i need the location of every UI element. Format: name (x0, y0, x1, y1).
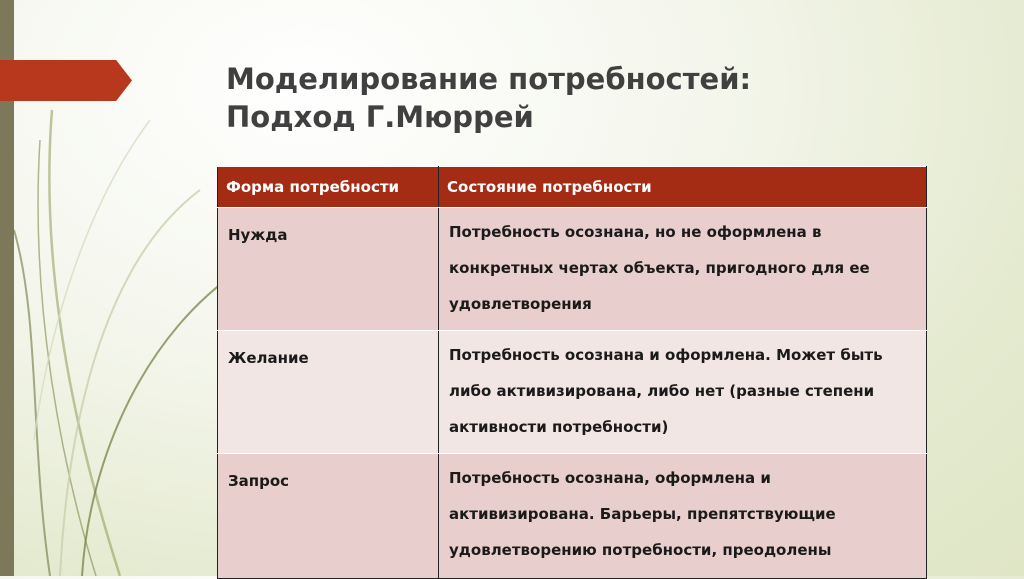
cell-state: Потребность осознана, но не оформлена в конкретных чертах объекта, пригодного для ее удовлетворения (439, 208, 927, 331)
cell-state: Потребность осознана, оформлена и активизирована. Барьеры, препятствующие удовлетворению потребности, преодолены (439, 454, 927, 579)
cell-form: Нужда (218, 208, 439, 331)
title-line-1: Моделирование потребностей: (226, 62, 752, 96)
table-row (218, 454, 927, 579)
cell-form: Запрос (218, 454, 439, 579)
slide-title (226, 60, 751, 136)
cell-state: Потребность осознана и оформлена. Может быть либо активизирована, либо нет (разные степени активности потребности) (439, 331, 927, 454)
header-state: Состояние потребности (439, 167, 927, 208)
accent-arrow-tab (0, 60, 132, 101)
table-row (218, 208, 927, 331)
needs-table (217, 166, 927, 579)
table-row (218, 331, 927, 454)
title-line-2: Подход Г.Мюррей (226, 100, 534, 134)
table-header-row (218, 167, 927, 208)
cell-form: Желание (218, 331, 439, 454)
header-form: Форма потребности (218, 167, 439, 208)
